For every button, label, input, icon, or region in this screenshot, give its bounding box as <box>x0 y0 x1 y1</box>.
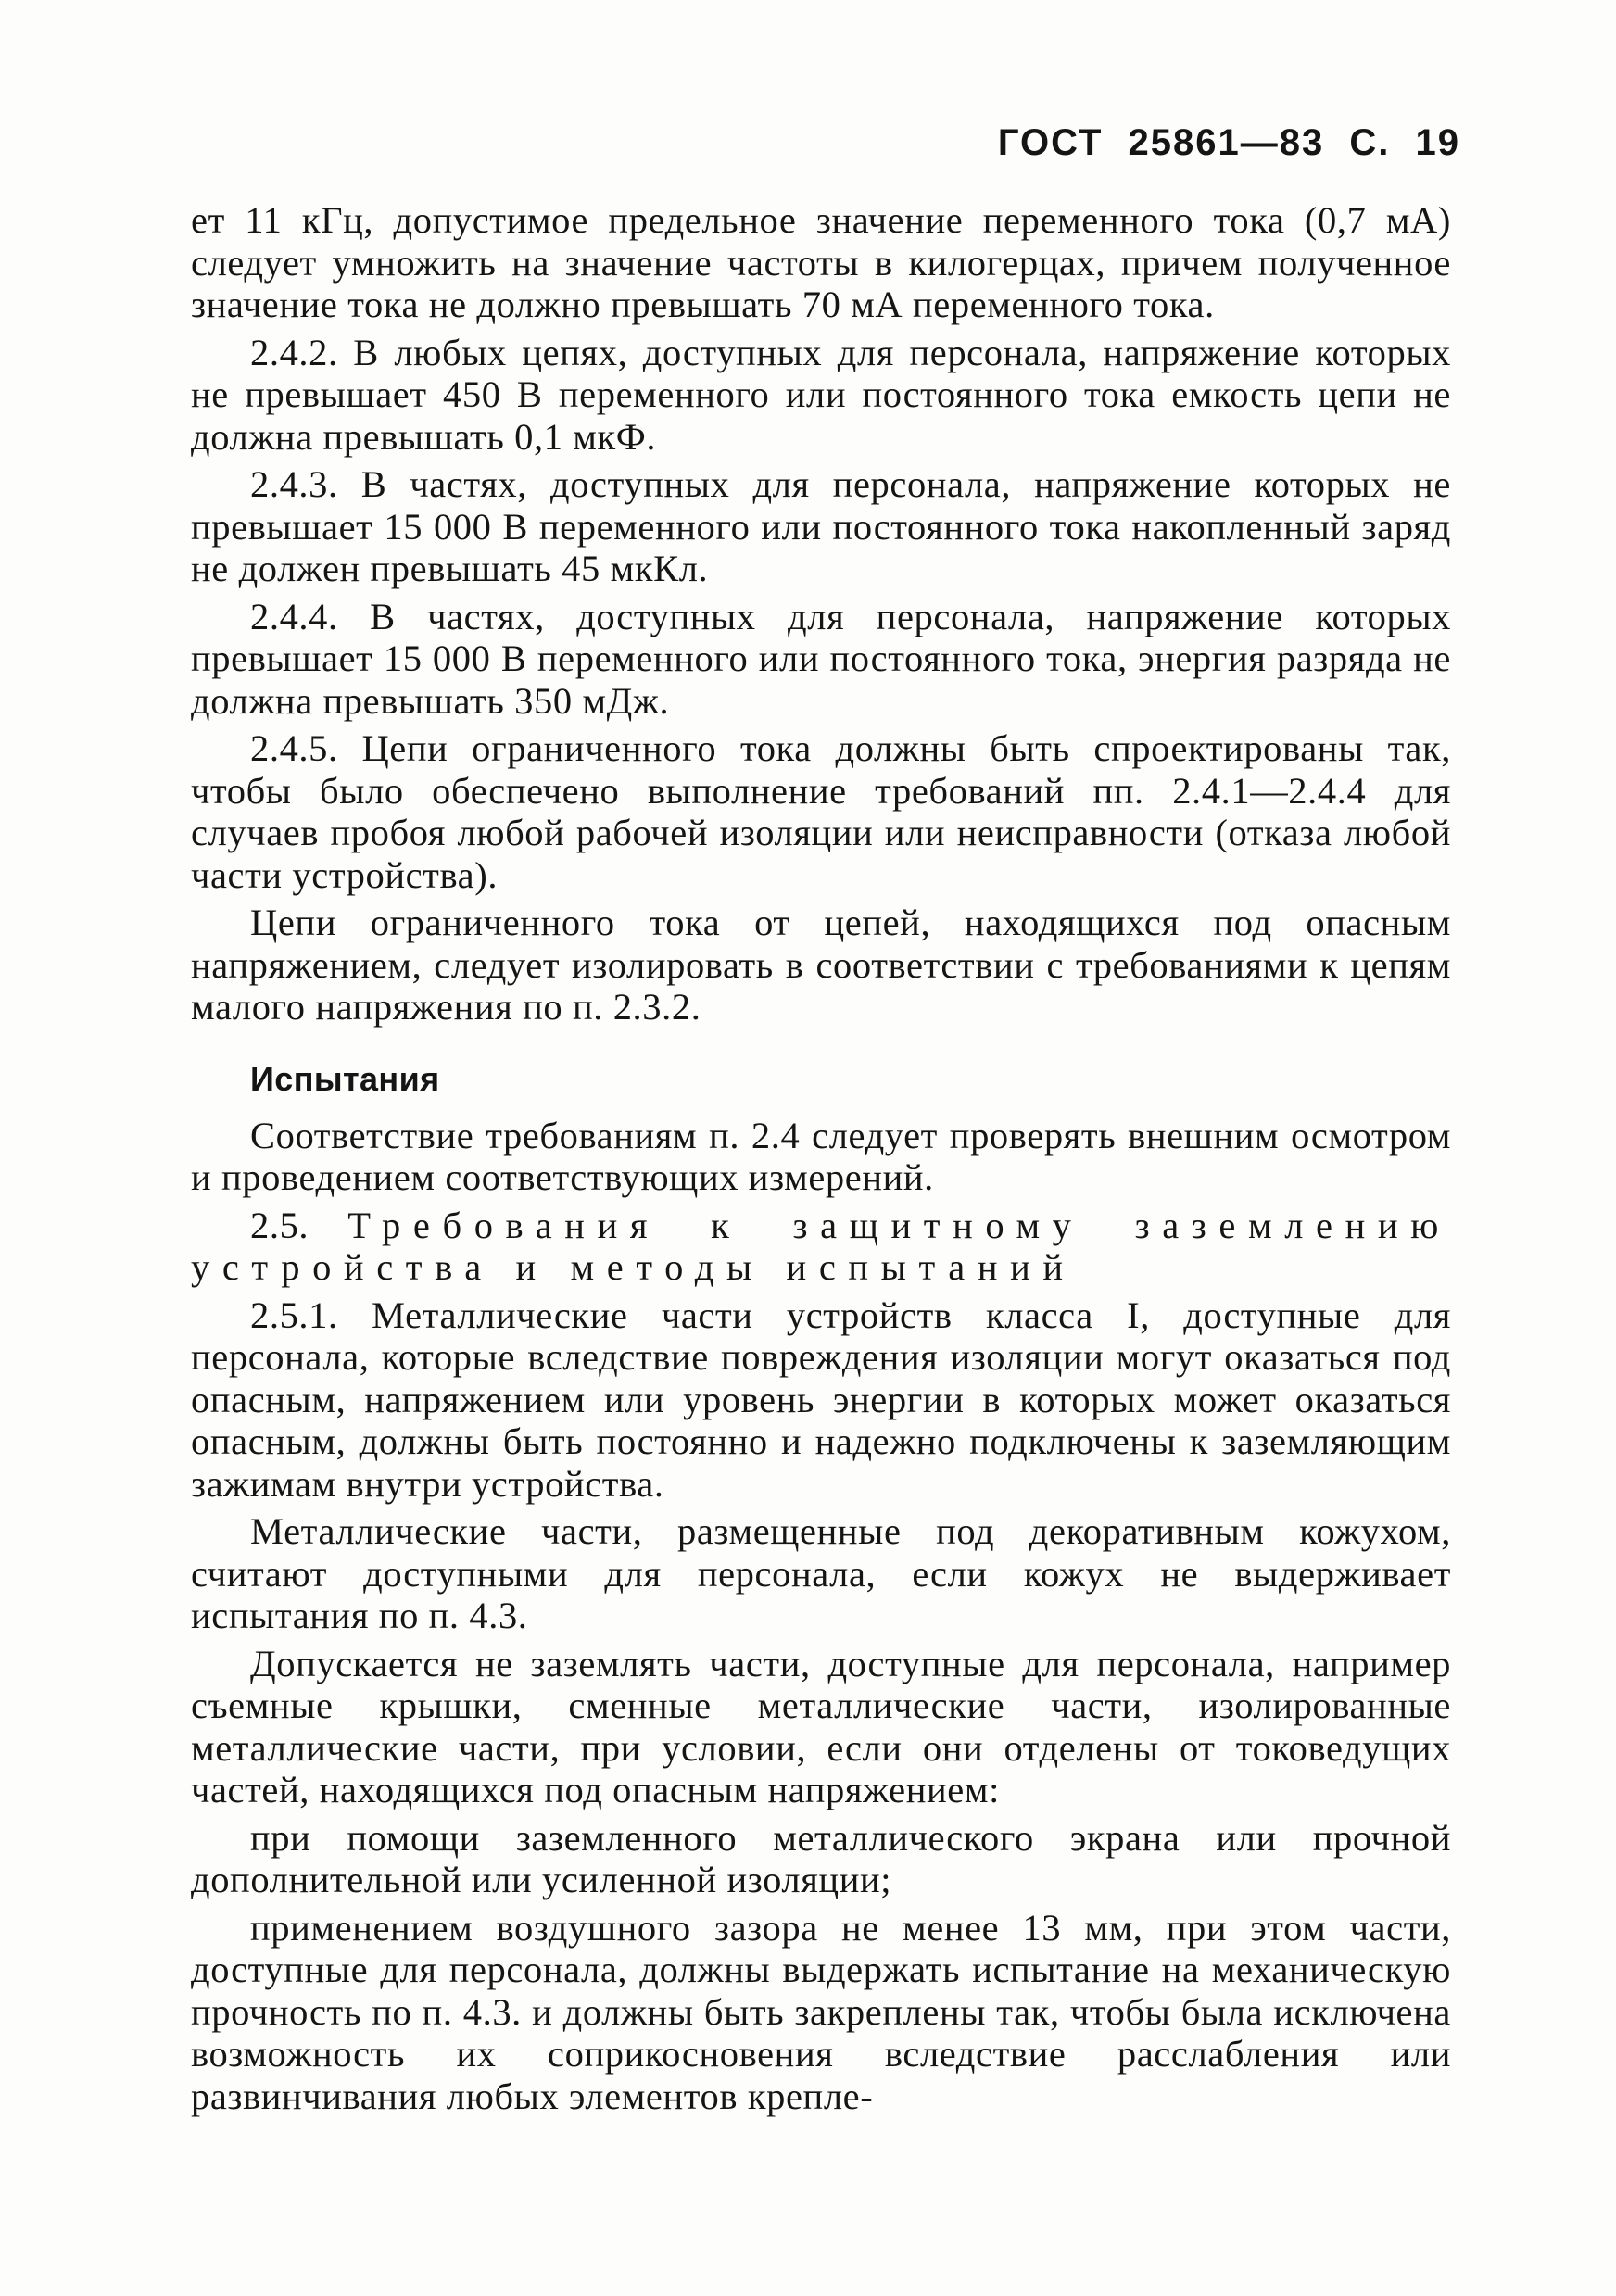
clause-2-4-4: 2.4.4. В частях, доступных для персонала, напряжение которых превышает 15 000 В переменного или постоянного тока, энергия разряда не должна превышать 350 мДж. <box>191 595 1451 722</box>
clause-2-4-2: 2.4.2. В любых цепях, доступных для персонала, напряжение которых не превышает 450 В переменного или постоянного тока емкость цепи не должна превышать 0,1 мкФ. <box>191 331 1451 458</box>
section-heading: Испытания <box>250 1059 440 1098</box>
clause-2-5-heading <box>191 1205 1451 1289</box>
paragraph: Соответствие требованиям п. 2.4 следует проверять внешним осмотром и проведением соответствующих измерений. <box>191 1114 1451 1198</box>
clause-2-4-5: 2.4.5. Цепи ограниченного тока должны быть спроектированы так, чтобы было обеспечено выполнение требований пп. 2.4.1—2.4.4 для случаев пробоя любой рабочей изоляции или неисправности (отказа любой части устройства). <box>191 727 1451 896</box>
clause-number: 2.5. <box>250 1204 309 1246</box>
document-body <box>191 199 1451 2117</box>
paragraph: Цепи ограниченного тока от цепей, находящихся под опасным напряжением, следует изолировать в соответствии с требованиями к цепям малого напряжения по п. 2.3.2. <box>191 902 1451 1028</box>
running-title: ГОСТ 25861—83 С. 19 <box>997 122 1460 163</box>
clause-2-4-3: 2.4.3. В частях, доступных для персонала, напряжение которых не превышает 15 000 В переменного или постоянного тока накопленный заряд не должен превышать 45 мкКл. <box>191 463 1451 589</box>
clause-title: Требования к защитному заземлению устройства и методы испытаний <box>191 1204 1451 1288</box>
clause-2-5-1: 2.5.1. Металлические части устройств класса I, доступные для персонала, которые вследствие повреждения изоляции могут оказаться под опасным, напряжением или уровень энергии в которых может оказаться опасным, должны быть постоянно и надежно подключены к заземляющим зажимам внутри устройства. <box>191 1293 1451 1505</box>
page-header <box>998 122 1460 164</box>
paragraph: Металлические части, размещенные под декоративным кожухом, считают доступными для персонала, если кожух не выдерживает испытания по п. 4.3. <box>191 1510 1451 1636</box>
paragraph: применением воздушного зазора не менее 13 мм, при этом части, доступные для персонала, должны выдержать испытание на механическую прочность по п. 4.3. и должны быть закреплены так, чтобы была исключена возможность их соприкосновения вследствие расслабления или развинчивания любых элементов крепле- <box>191 1906 1451 2117</box>
paragraph: при помощи заземленного металлического экрана или прочной дополнительной или усиленной изоляции; <box>191 1816 1451 1900</box>
paragraph: ет 11 кГц, допустимое предельное значение переменного тока (0,7 мА) следует умножить на значение частоты в килогерцах, причем полученное значение тока не должно превышать 70 мА переменного тока. <box>191 199 1451 325</box>
paragraph: Допускается не заземлять части, доступные для персонала, например съемные крышки, сменные металлические части, изолированные металлические части, при условии, если они отделены от токоведущих частей, находящихся под опасным напряжением: <box>191 1642 1451 1810</box>
